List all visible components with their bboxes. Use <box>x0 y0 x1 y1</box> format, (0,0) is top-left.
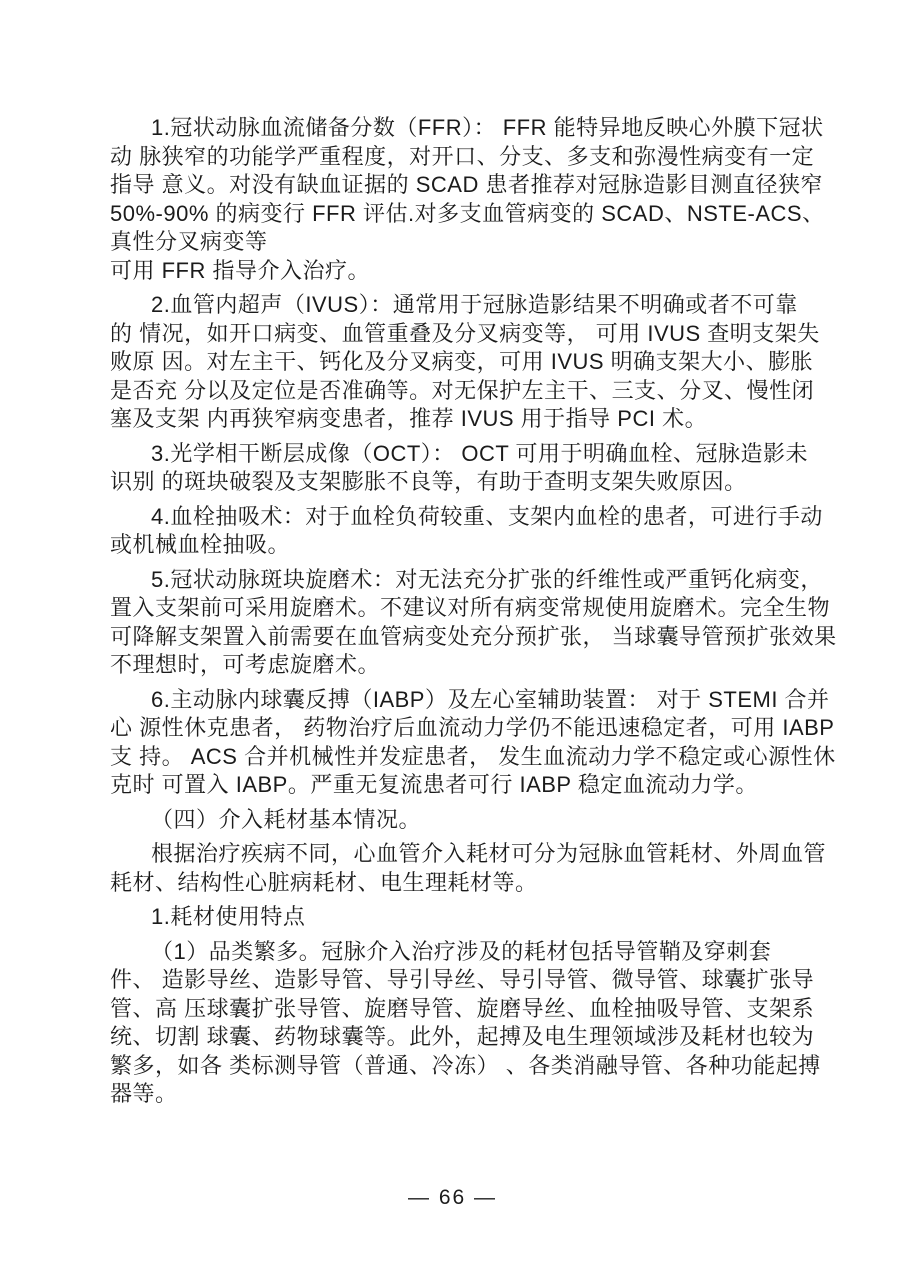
text-line: 繁多，如各 类标测导管（普通、冷冻） 、各类消融导管、各种功能起搏 <box>110 1052 821 1078</box>
paragraph <box>110 440 809 497</box>
paragraph <box>110 291 820 434</box>
text-line: 6.主动脉内球囊反搏（IABP）及左心室辅助装置： 对于 STEMI 合并 <box>151 686 830 712</box>
paragraph <box>110 903 794 932</box>
text-line: 1.冠状动脉血流储备分数（FFR）： FFR 能特异地反映心外膜下冠状 <box>151 115 824 140</box>
text-line: 2.血管内超声（IVUS）：通常用于冠脉造影结果不明确或者不可靠 <box>151 292 798 317</box>
text-line: 1.耗材使用特点 <box>151 904 306 929</box>
text-line: 败原 因。对左主干、钙化及分叉病变，可用 IVUS 明确支架大小、膨胀 <box>110 349 814 374</box>
text-line: 50%-90% 的病变行 FFR 评估.对多支血管病变的 SCAD、NSTE-ACS、 <box>110 200 825 226</box>
paragraph <box>110 503 823 560</box>
text-line: 管、高 压球囊扩张导管、旋磨导管、旋磨导丝、血栓抽吸导管、支架系 <box>110 995 815 1021</box>
text-line: 心 源性休克患者， 药物治疗后血流动力学仍不能迅速稳定者，可用 IABP <box>110 715 835 740</box>
paragraph <box>110 840 827 897</box>
text-line: 支 持。 ACS 合并机械性并发症患者， 发生血流动力学不稳定或心源性休 <box>110 743 836 769</box>
text-line: 4.血栓抽吸术：对于血栓负荷较重、支架内血栓的患者，可进行手动 <box>151 503 823 529</box>
text-block <box>110 114 837 1109</box>
text-line: 塞及支架 内再狭窄病变患者，推荐 IVUS 用于指导 PCI 术。 <box>110 406 708 431</box>
text-line: 识别 的斑块破裂及支架膨胀不良等，有助于查明支架失败原因。 <box>110 469 747 494</box>
text-line: 不理想时，可考虑旋磨术。 <box>110 652 381 677</box>
text-line: 器等。 <box>110 1081 178 1106</box>
text-line: （1）品类繁多。冠脉介入治疗涉及的耗材包括导管鞘及穿刺套 <box>151 938 772 964</box>
text-line: 根据治疗疾病不同，心血管介入耗材可分为冠脉血管耗材、外周血管 <box>151 841 827 866</box>
text-line: 耗材、结构性心脏病耗材、电生理耗材等。 <box>110 869 538 895</box>
text-line: 的 情况，如开口病变、血管重叠及分叉病变等， 可用 IVUS 查明支架失 <box>110 320 820 346</box>
paragraph <box>110 114 825 285</box>
text-line: 置入支架前可采用旋磨术。不建议对所有病变常规使用旋磨术。完全生物 <box>110 595 831 620</box>
text-line: 或机械血栓抽吸。 <box>110 532 291 557</box>
page-footer <box>0 1186 905 1210</box>
text-line: 真性分叉病变等 <box>110 229 268 254</box>
text-line: 统、切割 球囊、药物球囊等。此外，起搏及电生理领域涉及耗材也较为 <box>110 1024 815 1049</box>
text-line: 指导 意义。对没有缺血证据的 SCAD 患者推荐对冠脉造影目测直径狭窄 <box>110 172 823 197</box>
text-line: 是否充 分以及定位是否准确等。对无保护左主干、三支、分叉、慢性闭 <box>110 377 815 403</box>
text-line: 可降解支架置入前需要在血管病变处充分预扩张， 当球囊导管预扩张效果 <box>110 623 837 649</box>
text-line: 克时 可置入 IABP。严重无复流患者可行 IABP 稳定血流动力学。 <box>110 772 758 797</box>
paragraph <box>110 686 836 800</box>
paragraph <box>110 938 821 1109</box>
paragraph <box>110 806 794 835</box>
text-line: 动 脉狭窄的功能学严重程度，对开口、分支、多支和弥漫性病变有一定 <box>110 143 815 169</box>
text-line: 件、 造影导丝、造影导管、导引导丝、导引导管、微导管、球囊扩张导 <box>110 967 815 992</box>
page-number: — 66 — <box>407 1186 498 1209</box>
text-line: 可用 FFR 指导介入治疗。 <box>110 257 370 283</box>
paragraph <box>110 566 837 680</box>
text-line: 3.光学相干断层成像（OCT）： OCT 可用于明确血栓、冠脉造影未 <box>151 440 809 466</box>
text-line: 5.冠状动脉斑块旋磨术：对无法充分扩张的纤维性或严重钙化病变， <box>151 566 823 592</box>
text-line: （四）介入耗材基本情况。 <box>151 806 422 832</box>
